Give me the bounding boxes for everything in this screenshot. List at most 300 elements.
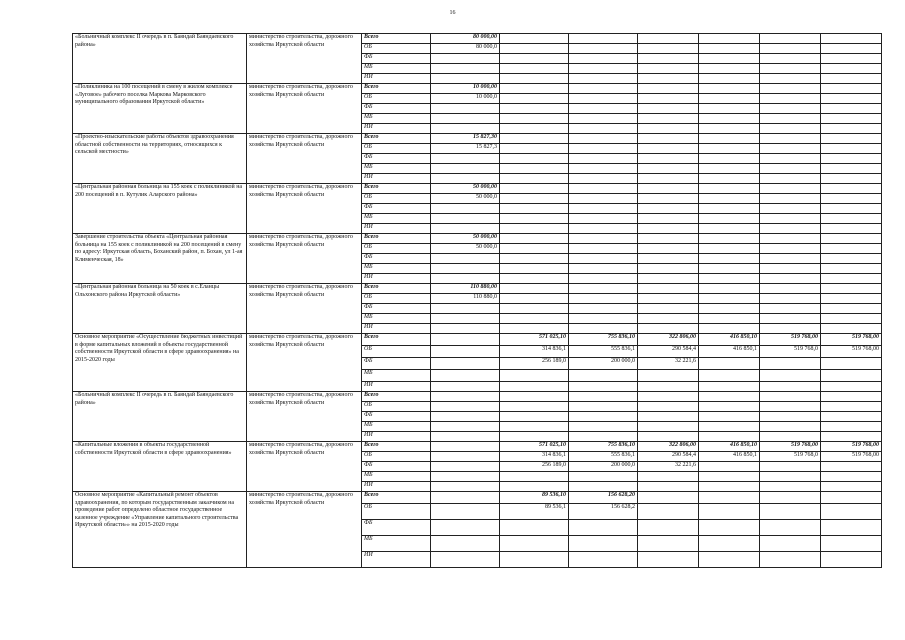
amount-cell bbox=[638, 34, 699, 44]
amount-cell bbox=[638, 492, 699, 504]
amount-cell bbox=[569, 422, 638, 432]
table-row bbox=[73, 134, 882, 144]
amount-cell bbox=[821, 552, 882, 568]
amount-cell bbox=[500, 254, 569, 264]
amount-cell bbox=[638, 294, 699, 304]
amount-cell bbox=[638, 104, 699, 114]
funding-source-cell: МБ bbox=[362, 264, 431, 274]
funding-source-cell: ФБ bbox=[362, 412, 431, 422]
amount-cell bbox=[760, 104, 821, 114]
amount-cell bbox=[431, 536, 500, 552]
measure-name-cell: «Больничный комплекс II очередь в п. Баяндай Баяндаевского района» bbox=[73, 34, 247, 84]
amount-cell bbox=[569, 402, 638, 412]
amount-cell bbox=[638, 264, 699, 274]
amount-cell bbox=[821, 472, 882, 482]
amount-cell bbox=[821, 184, 882, 194]
funding-source-cell: Всего bbox=[362, 334, 431, 346]
funding-source-cell: МБ bbox=[362, 422, 431, 432]
amount-cell bbox=[699, 194, 760, 204]
amount-cell bbox=[821, 104, 882, 114]
amount-cell bbox=[760, 274, 821, 284]
amount-cell bbox=[638, 134, 699, 144]
amount-cell bbox=[760, 74, 821, 84]
amount-cell bbox=[821, 536, 882, 552]
amount-cell bbox=[699, 164, 760, 174]
funding-source-cell: ИИ bbox=[362, 224, 431, 234]
amount-cell bbox=[821, 54, 882, 64]
amount-cell: 519 768,00 bbox=[821, 442, 882, 452]
executor-cell: министерство строительства, дорожного хозяйства Иркутской области bbox=[247, 184, 362, 234]
amount-cell bbox=[760, 234, 821, 244]
amount-cell bbox=[431, 402, 500, 412]
amount-cell: 519 768,0 bbox=[760, 346, 821, 358]
amount-cell: 80 000,00 bbox=[431, 34, 500, 44]
amount-cell bbox=[638, 432, 699, 442]
amount-cell bbox=[821, 44, 882, 54]
amount-cell bbox=[760, 144, 821, 154]
amount-cell bbox=[821, 304, 882, 314]
amount-cell bbox=[821, 244, 882, 254]
amount-cell bbox=[699, 274, 760, 284]
amount-cell bbox=[760, 422, 821, 432]
funding-source-cell: ОБ bbox=[362, 452, 431, 462]
amount-cell bbox=[638, 224, 699, 234]
amount-cell bbox=[699, 144, 760, 154]
amount-cell bbox=[431, 334, 500, 346]
funding-source-cell: Всего bbox=[362, 134, 431, 144]
amount-cell: 755 836,10 bbox=[569, 334, 638, 346]
funding-source-cell: ОБ bbox=[362, 244, 431, 254]
funding-source-cell: ОБ bbox=[362, 402, 431, 412]
amount-cell: 156 628,2 bbox=[569, 504, 638, 520]
amount-cell: 555 836,1 bbox=[569, 452, 638, 462]
amount-cell bbox=[431, 264, 500, 274]
funding-source-cell: МБ bbox=[362, 472, 431, 482]
amount-cell bbox=[500, 520, 569, 536]
funding-source-cell: ОБ bbox=[362, 294, 431, 304]
funding-source-cell: Всего bbox=[362, 392, 431, 402]
funding-source-cell: ФБ bbox=[362, 204, 431, 214]
amount-cell: 322 806,00 bbox=[638, 442, 699, 452]
measure-name-cell: Основное мероприятие «Капитальный ремонт объектов здравоохранения, по которым государственным заказчиком на проведение работ определено областное государственное казенное учреждение «Управление капитального строительства Иркутской области»» на 2015-2020 годы bbox=[73, 492, 247, 568]
executor-cell: министерство строительства, дорожного хозяйства Иркутской области bbox=[247, 492, 362, 568]
amount-cell: 416 850,1 bbox=[699, 452, 760, 462]
amount-cell bbox=[760, 284, 821, 294]
amount-cell bbox=[699, 462, 760, 472]
amount-cell bbox=[638, 274, 699, 284]
amount-cell: 416 850,1 bbox=[699, 346, 760, 358]
amount-cell bbox=[569, 254, 638, 264]
amount-cell bbox=[699, 304, 760, 314]
funding-source-cell: Всего bbox=[362, 492, 431, 504]
amount-cell bbox=[500, 482, 569, 492]
amount-cell bbox=[638, 74, 699, 84]
amount-cell bbox=[821, 124, 882, 134]
amount-cell bbox=[699, 104, 760, 114]
amount-cell bbox=[431, 254, 500, 264]
funding-source-cell: ФБ bbox=[362, 54, 431, 64]
amount-cell bbox=[821, 314, 882, 324]
amount-cell bbox=[638, 244, 699, 254]
amount-cell bbox=[638, 520, 699, 536]
amount-cell bbox=[638, 234, 699, 244]
amount-cell bbox=[569, 314, 638, 324]
amount-cell bbox=[431, 114, 500, 124]
amount-cell bbox=[760, 412, 821, 422]
amount-cell bbox=[760, 462, 821, 472]
executor-cell: министерство строительства, дорожного хозяйства Иркутской области bbox=[247, 34, 362, 84]
amount-cell: 10 000,0 bbox=[431, 94, 500, 104]
amount-cell bbox=[569, 74, 638, 84]
amount-cell bbox=[821, 382, 882, 392]
amount-cell bbox=[431, 462, 500, 472]
amount-cell bbox=[699, 402, 760, 412]
amount-cell bbox=[569, 304, 638, 314]
amount-cell bbox=[500, 84, 569, 94]
amount-cell bbox=[431, 224, 500, 234]
amount-cell bbox=[760, 492, 821, 504]
amount-cell bbox=[821, 94, 882, 104]
funding-source-cell: ИИ bbox=[362, 324, 431, 334]
amount-cell bbox=[500, 64, 569, 74]
amount-cell: 519 768,00 bbox=[760, 334, 821, 346]
table-row bbox=[73, 392, 882, 402]
amount-cell bbox=[500, 552, 569, 568]
amount-cell bbox=[431, 482, 500, 492]
amount-cell bbox=[431, 164, 500, 174]
amount-cell bbox=[500, 164, 569, 174]
funding-source-cell: ИИ bbox=[362, 432, 431, 442]
amount-cell bbox=[431, 324, 500, 334]
amount-cell bbox=[431, 422, 500, 432]
amount-cell bbox=[638, 370, 699, 382]
amount-cell: 89 536,1 bbox=[500, 504, 569, 520]
amount-cell bbox=[760, 432, 821, 442]
amount-cell bbox=[699, 492, 760, 504]
table-row bbox=[73, 84, 882, 94]
amount-cell bbox=[699, 432, 760, 442]
amount-cell: 519 768,00 bbox=[821, 452, 882, 462]
amount-cell bbox=[638, 194, 699, 204]
amount-cell bbox=[431, 370, 500, 382]
amount-cell bbox=[500, 284, 569, 294]
amount-cell bbox=[699, 382, 760, 392]
amount-cell bbox=[699, 314, 760, 324]
page-number: 16 bbox=[449, 10, 456, 16]
amount-cell: 50 000,0 bbox=[431, 244, 500, 254]
funding-source-cell: ИИ bbox=[362, 382, 431, 392]
measure-name-cell: «Центральная районная больница на 155 коек с поликлиникой на 200 посещений в п. Кутулик Аларского района» bbox=[73, 184, 247, 234]
amount-cell bbox=[699, 552, 760, 568]
amount-cell bbox=[500, 422, 569, 432]
amount-cell bbox=[760, 482, 821, 492]
amount-cell bbox=[431, 552, 500, 568]
amount-cell bbox=[699, 134, 760, 144]
amount-cell: 80 000,0 bbox=[431, 44, 500, 54]
amount-cell bbox=[760, 472, 821, 482]
amount-cell bbox=[821, 114, 882, 124]
amount-cell bbox=[431, 64, 500, 74]
amount-cell bbox=[699, 536, 760, 552]
amount-cell bbox=[760, 214, 821, 224]
measure-name-cell: Завершение строительства объекта «Центральная районная больница на 155 коек с поликлиникой на 200 посещений в смену по адресу: Иркутская область, Боханский район, п. Бохан, ул 1-ая Клименческая, 18» bbox=[73, 234, 247, 284]
amount-cell: 571 025,10 bbox=[500, 334, 569, 346]
amount-cell: 290 584,4 bbox=[638, 452, 699, 462]
funding-source-cell: Всего bbox=[362, 234, 431, 244]
amount-cell bbox=[569, 204, 638, 214]
measure-name-cell: «Больничный комплекс II очередь в п. Баяндай Баяндаевского района» bbox=[73, 392, 247, 442]
amount-cell bbox=[760, 124, 821, 134]
amount-cell bbox=[500, 370, 569, 382]
amount-cell: 519 768,00 bbox=[760, 442, 821, 452]
amount-cell bbox=[821, 392, 882, 402]
amount-cell bbox=[569, 472, 638, 482]
funding-source-cell: ИИ bbox=[362, 74, 431, 84]
amount-cell bbox=[760, 254, 821, 264]
funding-source-cell: ОБ bbox=[362, 144, 431, 154]
amount-cell bbox=[699, 254, 760, 264]
amount-cell bbox=[699, 214, 760, 224]
amount-cell: 50 000,0 bbox=[431, 194, 500, 204]
amount-cell bbox=[500, 154, 569, 164]
amount-cell bbox=[821, 74, 882, 84]
funding-source-cell: Всего bbox=[362, 442, 431, 452]
amount-cell: 110 880,00 bbox=[431, 284, 500, 294]
amount-cell bbox=[569, 536, 638, 552]
table-row bbox=[73, 492, 882, 504]
amount-cell bbox=[569, 64, 638, 74]
amount-cell bbox=[500, 124, 569, 134]
amount-cell bbox=[500, 214, 569, 224]
amount-cell bbox=[569, 154, 638, 164]
amount-cell bbox=[699, 114, 760, 124]
amount-cell bbox=[699, 184, 760, 194]
budget-table bbox=[72, 33, 882, 568]
amount-cell bbox=[821, 144, 882, 154]
amount-cell bbox=[569, 264, 638, 274]
amount-cell bbox=[638, 392, 699, 402]
funding-source-cell: МБ bbox=[362, 164, 431, 174]
amount-cell bbox=[638, 214, 699, 224]
amount-cell bbox=[500, 304, 569, 314]
amount-cell bbox=[699, 204, 760, 214]
amount-cell bbox=[638, 304, 699, 314]
amount-cell bbox=[431, 214, 500, 224]
amount-cell bbox=[699, 370, 760, 382]
amount-cell bbox=[569, 244, 638, 254]
amount-cell bbox=[638, 284, 699, 294]
amount-cell bbox=[760, 134, 821, 144]
amount-cell bbox=[500, 224, 569, 234]
amount-cell bbox=[821, 194, 882, 204]
amount-cell bbox=[638, 504, 699, 520]
amount-cell bbox=[500, 74, 569, 84]
amount-cell bbox=[699, 284, 760, 294]
funding-source-cell: МБ bbox=[362, 64, 431, 74]
amount-cell: 290 584,4 bbox=[638, 346, 699, 358]
amount-cell bbox=[500, 536, 569, 552]
amount-cell bbox=[500, 324, 569, 334]
amount-cell bbox=[699, 94, 760, 104]
amount-cell bbox=[500, 184, 569, 194]
amount-cell bbox=[699, 392, 760, 402]
amount-cell bbox=[760, 294, 821, 304]
amount-cell: 200 000,0 bbox=[569, 358, 638, 370]
amount-cell bbox=[760, 392, 821, 402]
amount-cell bbox=[431, 442, 500, 452]
amount-cell bbox=[821, 284, 882, 294]
amount-cell bbox=[821, 492, 882, 504]
amount-cell: 50 000,00 bbox=[431, 184, 500, 194]
table-row bbox=[73, 284, 882, 294]
table-row bbox=[73, 442, 882, 452]
funding-source-cell: Всего bbox=[362, 34, 431, 44]
amount-cell bbox=[760, 370, 821, 382]
amount-cell bbox=[431, 346, 500, 358]
amount-cell bbox=[699, 124, 760, 134]
amount-cell: 416 850,10 bbox=[699, 334, 760, 346]
funding-source-cell: МБ bbox=[362, 114, 431, 124]
amount-cell: 519 768,00 bbox=[821, 346, 882, 358]
amount-cell bbox=[569, 432, 638, 442]
amount-cell bbox=[431, 432, 500, 442]
funding-source-cell: Всего bbox=[362, 284, 431, 294]
amount-cell bbox=[569, 370, 638, 382]
amount-cell bbox=[760, 314, 821, 324]
funding-source-cell: МБ bbox=[362, 536, 431, 552]
amount-cell bbox=[638, 552, 699, 568]
amount-cell bbox=[821, 34, 882, 44]
amount-cell: 156 628,20 bbox=[569, 492, 638, 504]
amount-cell bbox=[760, 54, 821, 64]
amount-cell bbox=[638, 314, 699, 324]
amount-cell bbox=[699, 422, 760, 432]
funding-source-cell: ФБ bbox=[362, 254, 431, 264]
amount-cell bbox=[821, 412, 882, 422]
funding-source-cell: ФБ bbox=[362, 154, 431, 164]
amount-cell bbox=[760, 44, 821, 54]
amount-cell bbox=[760, 204, 821, 214]
amount-cell bbox=[760, 304, 821, 314]
amount-cell bbox=[500, 194, 569, 204]
amount-cell bbox=[431, 492, 500, 504]
amount-cell bbox=[699, 64, 760, 74]
amount-cell bbox=[500, 44, 569, 54]
amount-cell: 322 806,00 bbox=[638, 334, 699, 346]
measure-name-cell: «Центральная районная больница на 50 коек в с.Еланцы Ольхонского района Иркутской области» bbox=[73, 284, 247, 334]
amount-cell: 519 768,00 bbox=[821, 334, 882, 346]
funding-source-cell: Всего bbox=[362, 84, 431, 94]
amount-cell bbox=[569, 114, 638, 124]
funding-source-cell: МБ bbox=[362, 370, 431, 382]
amount-cell: 10 000,00 bbox=[431, 84, 500, 94]
amount-cell bbox=[638, 94, 699, 104]
amount-cell bbox=[821, 154, 882, 164]
funding-source-cell: ФБ bbox=[362, 462, 431, 472]
amount-cell bbox=[569, 392, 638, 402]
amount-cell: 519 768,0 bbox=[760, 452, 821, 462]
amount-cell bbox=[500, 54, 569, 64]
amount-cell bbox=[760, 224, 821, 234]
funding-source-cell: Всего bbox=[362, 184, 431, 194]
amount-cell: 32 221,6 bbox=[638, 358, 699, 370]
amount-cell bbox=[500, 472, 569, 482]
amount-cell bbox=[821, 370, 882, 382]
amount-cell bbox=[500, 392, 569, 402]
amount-cell bbox=[500, 144, 569, 154]
amount-cell bbox=[699, 34, 760, 44]
amount-cell bbox=[821, 134, 882, 144]
amount-cell bbox=[821, 358, 882, 370]
amount-cell bbox=[569, 94, 638, 104]
amount-cell bbox=[431, 314, 500, 324]
amount-cell bbox=[821, 254, 882, 264]
amount-cell bbox=[760, 244, 821, 254]
amount-cell bbox=[500, 134, 569, 144]
amount-cell bbox=[760, 264, 821, 274]
amount-cell bbox=[699, 224, 760, 234]
executor-cell: министерство строительства, дорожного хозяйства Иркутской области bbox=[247, 84, 362, 134]
amount-cell bbox=[500, 264, 569, 274]
amount-cell bbox=[638, 124, 699, 134]
amount-cell bbox=[638, 422, 699, 432]
amount-cell: 571 025,10 bbox=[500, 442, 569, 452]
funding-source-cell: ИИ bbox=[362, 482, 431, 492]
amount-cell bbox=[760, 34, 821, 44]
amount-cell bbox=[760, 84, 821, 94]
amount-cell bbox=[699, 358, 760, 370]
amount-cell bbox=[699, 412, 760, 422]
amount-cell bbox=[431, 412, 500, 422]
amount-cell bbox=[699, 504, 760, 520]
amount-cell bbox=[760, 402, 821, 412]
amount-cell bbox=[821, 482, 882, 492]
funding-source-cell: ОБ bbox=[362, 504, 431, 520]
amount-cell bbox=[431, 124, 500, 134]
amount-cell bbox=[500, 34, 569, 44]
funding-source-cell: ИИ bbox=[362, 274, 431, 284]
amount-cell bbox=[760, 64, 821, 74]
amount-cell: 50 000,00 bbox=[431, 234, 500, 244]
funding-source-cell: ФБ bbox=[362, 104, 431, 114]
amount-cell bbox=[760, 552, 821, 568]
amount-cell bbox=[638, 382, 699, 392]
amount-cell bbox=[638, 164, 699, 174]
amount-cell bbox=[569, 324, 638, 334]
measure-name-cell: «Поликлиника на 100 посещений в смену в жилом комплексе «Луговое» рабочего поселка Маркова Марковского муниципального образования Иркутской области» bbox=[73, 84, 247, 134]
executor-cell: министерство строительства, дорожного хозяйства Иркутской области bbox=[247, 234, 362, 284]
amount-cell bbox=[699, 294, 760, 304]
amount-cell: 32 221,6 bbox=[638, 462, 699, 472]
amount-cell bbox=[569, 412, 638, 422]
amount-cell: 256 189,0 bbox=[500, 462, 569, 472]
amount-cell bbox=[569, 44, 638, 54]
amount-cell bbox=[569, 54, 638, 64]
amount-cell bbox=[760, 324, 821, 334]
table-row bbox=[73, 34, 882, 44]
amount-cell bbox=[821, 264, 882, 274]
amount-cell bbox=[569, 382, 638, 392]
amount-cell bbox=[569, 284, 638, 294]
funding-source-cell: ИИ bbox=[362, 174, 431, 184]
amount-cell bbox=[431, 74, 500, 84]
amount-cell bbox=[431, 54, 500, 64]
amount-cell bbox=[431, 472, 500, 482]
amount-cell bbox=[569, 520, 638, 536]
amount-cell: 200 000,0 bbox=[569, 462, 638, 472]
amount-cell bbox=[569, 294, 638, 304]
amount-cell bbox=[569, 274, 638, 284]
